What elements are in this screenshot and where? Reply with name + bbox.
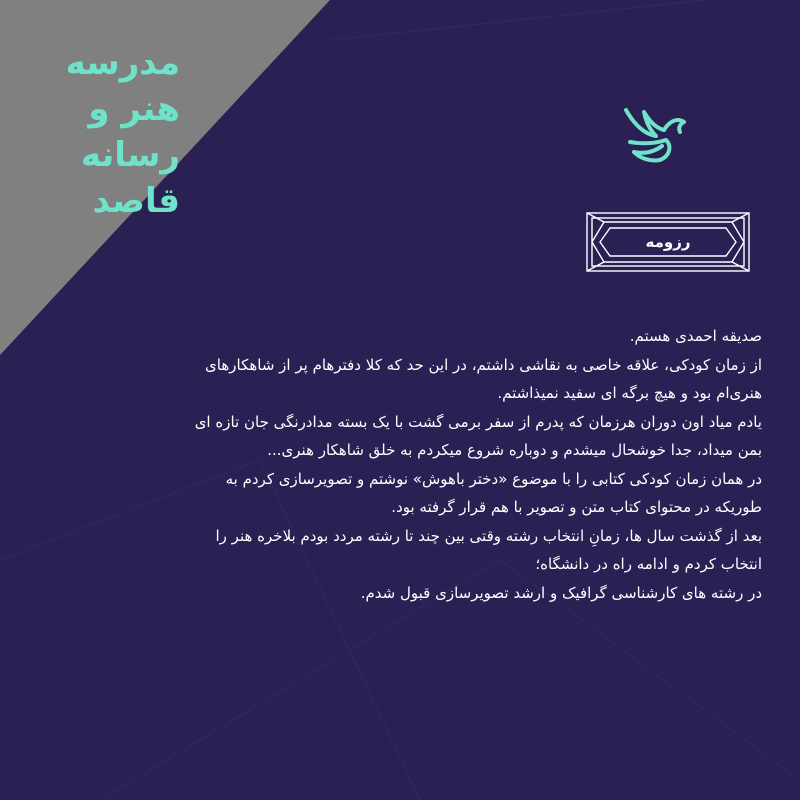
bio-line: طوریکه در محتوای کتاب متن و تصویر با هم قرار گرفته بود. xyxy=(391,498,762,516)
bio-line: بعد از گذشت سال ها، زمانِ انتخاب رشته وقتی بین چند تا رشته مردد بودم بلاخره هنر را xyxy=(215,526,762,545)
dove-icon xyxy=(620,100,692,172)
logo-line: مدرسه xyxy=(65,43,180,83)
logo-line: هنر و xyxy=(88,89,180,129)
bio-line: انتخاب کردم و ادامه راه در دانشگاه؛ xyxy=(535,555,762,573)
bio-text xyxy=(194,322,762,607)
bio-line: در رشته های کارشناسی گرافیک و ارشد تصویرسازی قبول شدم. xyxy=(360,583,762,602)
bio-line: یادم میاد اون دوران هرزمان که پدرم از سفر برمی گشت با یک بسته مدادرنگی جان تازه ای xyxy=(194,412,762,431)
resume-badge-label: رزومه xyxy=(645,233,691,251)
bio-line: بمن میداد، جدا خوشحال میشدم و دوباره شروع میکردم به خلق شاهکار هنری... xyxy=(267,441,762,459)
bio-line: در همان زمان کودکی کتابی را با موضوع «دختر باهوش» نوشتم و تصویرسازی کردم به xyxy=(225,469,762,488)
logo-line: رسانه xyxy=(80,135,180,175)
logo-line: قاصد xyxy=(92,181,180,221)
bio-line: هنری‌ام بود و هیچ برگه ای سفید نمیذاشتم. xyxy=(497,384,762,402)
bio-line: صدیقه احمدی هستم. xyxy=(629,327,762,345)
bio-line: از زمان کودکی، علاقه خاصی به نقاشی داشتم، در این حد که کلا دفترهام پر از شاهکارهای xyxy=(205,355,762,374)
school-logo xyxy=(30,40,180,224)
